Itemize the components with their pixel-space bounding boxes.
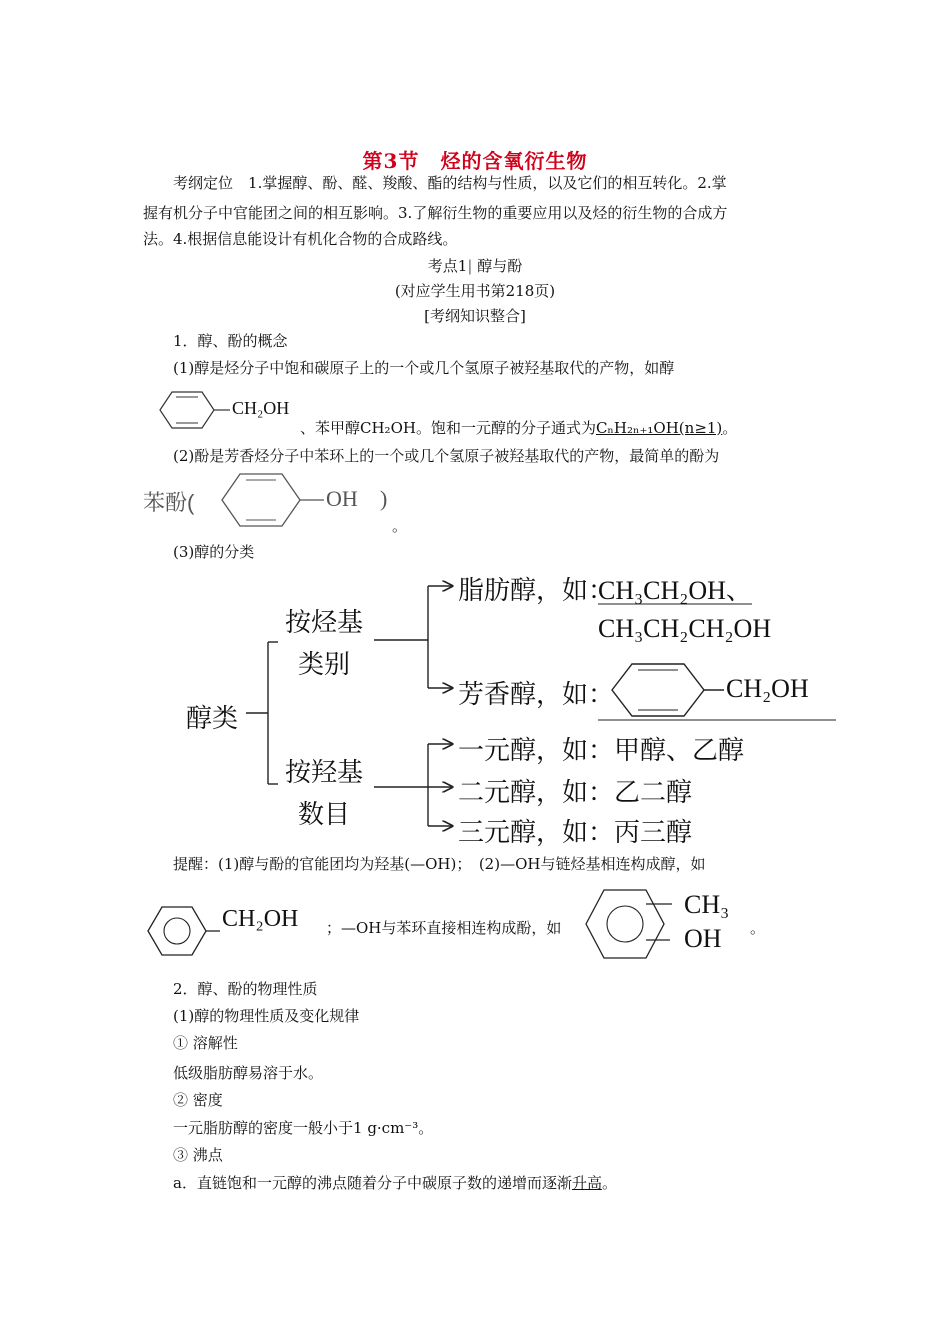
density-text: 一元脂肪醇的密度一般小于1 g·cm⁻³。	[173, 1119, 434, 1137]
section-title: 第3节 烃的含氧衍生物	[362, 149, 588, 173]
phenol-close-paren: )	[380, 486, 388, 511]
alcohol-classification-heading: (3)醇的分类	[173, 543, 255, 561]
period: 。	[601, 1174, 617, 1192]
branch-hydroxyl-line1: 按羟基	[285, 758, 364, 788]
branch-hydroxyl-line2: 数目	[298, 800, 351, 830]
density-heading: ② 密度	[173, 1091, 223, 1109]
tip-text-1: 提醒：(1)醇与酚的官能团均为羟基(—OH)； (2)—OH与链烃基相连构成醇，如	[173, 855, 706, 873]
phenol-ring-icon	[220, 472, 330, 528]
leaf-aliphatic-example-2: CH₃CH₂CH₂OH	[598, 614, 772, 643]
solubility-heading: ① 溶解性	[173, 1034, 238, 1052]
phenol-label: 苯酚(	[143, 490, 195, 515]
benzyl-group-label: CH₂OH	[232, 398, 290, 418]
leaf-aliphatic-label: 脂肪醇，如：	[458, 576, 615, 606]
tip-text-2: ；—OH与苯环直接相连构成酚，如	[326, 919, 562, 937]
cresol-oh-label: OH	[684, 924, 722, 953]
benzene-ring-icon	[148, 390, 228, 430]
phenol-oh-label: OH	[326, 486, 358, 511]
leaf-aromatic-example: CH₂OH	[726, 674, 809, 703]
boiling-point-rule: a．直链饱和一元醇的沸点随着分子中碳原子数的递增而逐渐	[173, 1174, 572, 1192]
benzyl-ring-icon	[146, 903, 226, 959]
boiling-point-heading: ③ 沸点	[173, 1146, 223, 1164]
kaodian-topic: 醇与酚	[477, 257, 523, 275]
phenol-definition: (2)酚是芳香烃分子中苯环上的一个或几个氢原子被羟基取代的产物，最简单的酚为	[173, 447, 720, 465]
boiling-point-answer: 升高	[571, 1174, 602, 1192]
boiling-point-text	[173, 1173, 617, 1193]
diagram-root: 醇类	[186, 704, 239, 734]
intro-line-3: 法。4.根据信息能设计有机化合物的合成路线。	[143, 230, 458, 248]
book-reference: (对应学生用书第218页)	[394, 282, 556, 300]
tip-end: 。	[750, 919, 766, 937]
intro-text-1: 1.掌握醇、酚、醛、羧酸、酯的结构与性质，以及它们的相互转化。2.掌	[248, 174, 727, 192]
solubility-text: 低级脂肪醇易溶于水。	[173, 1064, 324, 1082]
knowledge-header: [考纲知识整合]	[424, 307, 526, 325]
cresol-methyl-label: CH₃	[684, 890, 730, 919]
intro-line-1	[173, 173, 727, 193]
kaodian-header: 考点1| 醇与酚	[427, 257, 523, 275]
branch-hydrocarbon-line1: 按烃基	[285, 608, 364, 638]
benzyl-alcohol-text	[300, 418, 737, 438]
intro-label: 考纲定位	[173, 174, 234, 192]
leaf-aliphatic-example-1: CH₃CH₂OH、	[598, 576, 752, 605]
cresol-ring-icon	[584, 886, 684, 962]
period: 。	[722, 419, 738, 437]
phenol-period: 。	[392, 517, 408, 535]
leaf-trihydric: 三元醇，如：丙三醇	[458, 818, 693, 848]
leaf-dihydric: 二元醇，如：乙二醇	[458, 778, 693, 808]
heading-physical-properties: 2．醇、酚的物理性质	[173, 980, 318, 998]
alcohol-definition: (1)醇是烃分子中饱和碳原子上的一个或几个氢原子被羟基取代的产物，如醇	[173, 359, 675, 377]
benzyl-after-text: 、苯甲醇CH₂OH。饱和一元醇的分子通式为	[300, 419, 596, 437]
general-formula-answer: CₙH₂ₙ₊₁OH(n≥1)	[595, 419, 723, 437]
alcohol-physical-sub: (1)醇的物理性质及变化规律	[173, 1007, 360, 1025]
kaodian-number: 考点1	[427, 257, 468, 275]
branch-hydrocarbon-line2: 类别	[298, 650, 351, 680]
leaf-aromatic-label: 芳香醇，如：	[458, 680, 615, 710]
leaf-monohydric: 一元醇，如：甲醇、乙醇	[458, 736, 745, 766]
intro-line-2: 握有机分子中官能团之间的相互影响。3.了解衍生物的重要应用以及烃的衍生物的合成方	[143, 204, 728, 222]
tip-benzyl-label: CH₂OH	[222, 906, 299, 932]
heading-concept: 1．醇、酚的概念	[173, 332, 288, 350]
